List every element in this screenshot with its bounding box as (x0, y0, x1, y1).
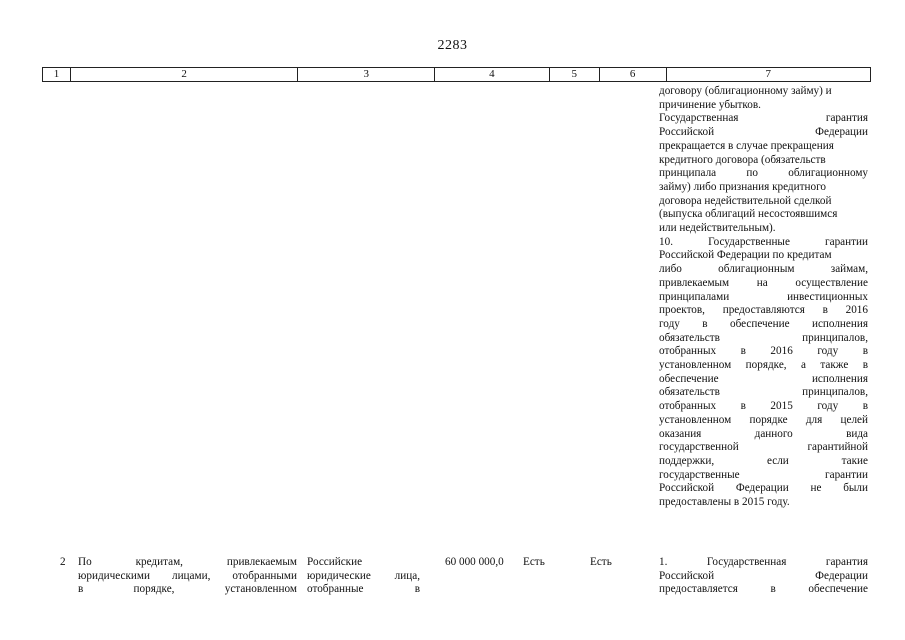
text-line: государственной гарантийной (659, 441, 868, 454)
text-line: поддержки, если такие (659, 454, 868, 467)
text-line: Российской Федерации (659, 126, 868, 139)
text-line: 1. Государственная гарантия (659, 556, 868, 568)
row-amount: 60 000 000,0 (445, 556, 504, 568)
text-line: договору (облигационному займу) и (659, 85, 832, 97)
text-line: 10. Государственные гарантии (659, 235, 868, 248)
column-header-3: 3 (298, 68, 435, 81)
page-number: 2283 (437, 38, 468, 53)
text-line: Российской Федерации не были (659, 482, 868, 495)
column-header-2: 2 (71, 68, 298, 81)
row-check-flag: Есть (590, 556, 612, 568)
text-line: в порядке, установленном (78, 583, 297, 596)
text-line: обязательств принципалов, (659, 331, 868, 344)
row-regress-flag: Есть (523, 556, 545, 568)
text-line: отобранных в 2015 году в (659, 400, 868, 413)
text-line: (выпуска облигаций несостоявшимся (659, 208, 838, 221)
text-line: установленном порядке для целей (659, 413, 868, 426)
text-line: Российской Федерации по кредитам (659, 249, 832, 262)
text-line: предоставлены в 2015 году. (659, 496, 790, 509)
text-line: отобранных в 2016 году в (659, 345, 868, 358)
text-line: обязательств принципалов, (659, 386, 868, 399)
text-line: Российской Федерации (659, 569, 868, 582)
text-line: установленном порядке, а также в (659, 359, 868, 372)
table-header-row (42, 67, 871, 82)
column-header-1: 1 (43, 68, 71, 81)
text-line: По кредитам, привлекаемым (78, 556, 297, 568)
text-line: году в обеспечение исполнения (659, 317, 868, 330)
continued-conditions-text (659, 85, 868, 510)
text-line: прекращается в случае прекращения (659, 139, 834, 152)
column-header-5: 5 (550, 68, 600, 81)
text-line: предоставляется в обеспечение (659, 583, 868, 596)
text-line: принципала по облигационному (659, 167, 868, 180)
text-line: Российские (307, 556, 363, 568)
text-line: юридические лица, (307, 569, 420, 582)
text-line: отобранные в (307, 583, 420, 596)
text-line: или недействительным). (659, 222, 776, 235)
text-line: привлекаемым на осуществление (659, 276, 868, 289)
text-line: займу) либо признания кредитного (659, 180, 826, 193)
column-header-4: 4 (435, 68, 550, 81)
text-line: юридическими лицами, отобранными (78, 569, 297, 582)
text-line: причинение убытков. (659, 98, 761, 111)
text-line: государственные гарантии (659, 468, 868, 481)
text-line: принципалами инвестиционных (659, 290, 868, 303)
row-description (78, 556, 297, 597)
text-line: кредитного договора (обязательств (659, 153, 826, 166)
row-conditions (659, 556, 868, 597)
text-line: обеспечение исполнения (659, 372, 868, 385)
text-line: Государственная гарантия (659, 112, 868, 125)
text-line: договора недействительной сделкой (659, 194, 832, 207)
text-line: оказания данного вида (659, 427, 868, 440)
text-line: либо облигационным займам, (659, 263, 868, 276)
text-line: проектов, предоставляются в 2016 (659, 304, 868, 317)
row-number: 2 (60, 556, 66, 568)
column-header-6: 6 (600, 68, 667, 81)
row-recipient (307, 556, 420, 597)
column-header-7: 7 (765, 68, 771, 80)
